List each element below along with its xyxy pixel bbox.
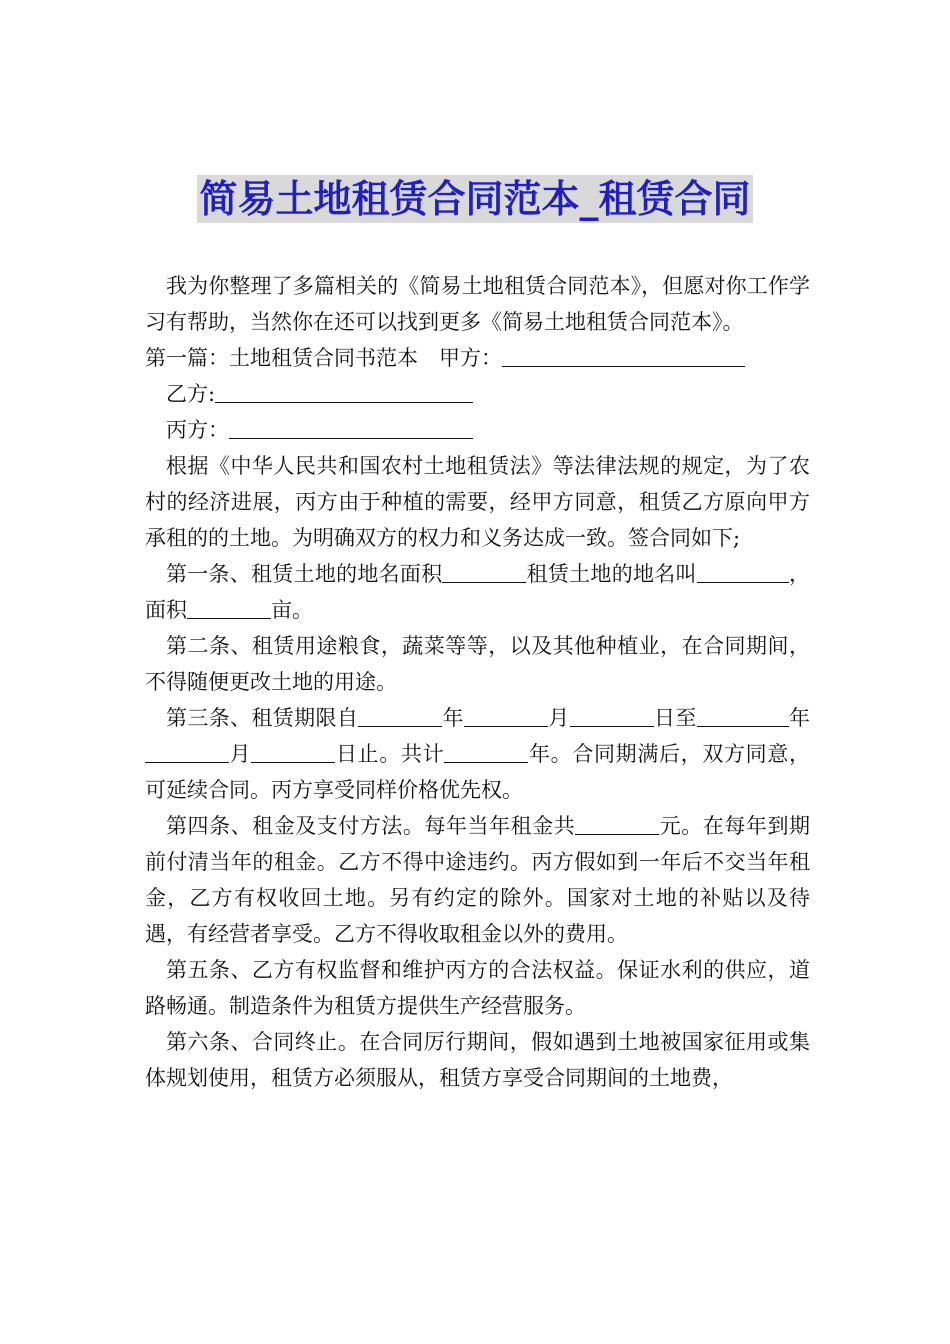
article-6: 第六条、合同终止。在合同厉行期间，假如遇到土地被国家征用或集体规划使用，租赁方必须服从，租赁方享受合同期间的土地费，	[145, 1030, 810, 1090]
blank	[358, 704, 442, 727]
article-3-day-to: 日至	[653, 706, 697, 730]
document-title: 简易土地租赁合同范本_租赁合同	[199, 177, 751, 221]
blank	[444, 740, 528, 763]
article-1-text-c: ，面积	[145, 562, 811, 622]
article-1-text-b: 租赁土地的地名叫	[526, 562, 697, 586]
preamble-paragraph: 根据《中华人民共和国农村土地租赁法》等法律法规的规定，为了农村的经济进展，丙方由于种植的需要，经甲方同意，租赁乙方原向甲方承租的的土地。为明确双方的权力和义务达成一致。签合同如下;	[145, 454, 810, 550]
blank	[464, 704, 548, 727]
article-3-month: 月	[547, 706, 570, 730]
article-4-text-b: 元。在每年到期前付清当年的租金。乙方不得中途违约。丙方假如到一年后不交当年租金，乙方有权收回土地。另有约定的除外。国家对土地的补贴以及待遇，有经营者享受。乙方不得收取租金以外的费用。	[145, 814, 811, 946]
blank	[251, 740, 335, 763]
article-1	[145, 556, 810, 628]
chapter1-label: 第一篇：土地租赁合同书范本	[145, 346, 418, 370]
article-3-text-a: 第三条、租赁期限自	[166, 706, 359, 730]
blank	[575, 812, 659, 835]
intro-paragraph: 我为你整理了多篇相关的《简易土地租赁合同范本》，但愿对你工作学习有帮助，当然你在还可以找到更多《简易土地租赁合同范本》。	[145, 274, 810, 334]
party-a-label: 甲方：	[439, 346, 502, 370]
party-c-line	[145, 412, 810, 448]
blank	[697, 560, 789, 583]
article-4	[145, 808, 810, 952]
blank	[442, 560, 526, 583]
article-4-text-a: 第四条、租金及支付方法。每年当年租金共	[166, 814, 576, 838]
document-body	[145, 268, 810, 1096]
party-c-label: 丙方：	[166, 418, 229, 442]
article-3-year: 年	[442, 706, 464, 730]
article-5: 第五条、乙方有权监督和维护丙方的合法权益。保证水利的供应，道路畅通。制造条件为租赁方提供生产经营服务。	[145, 958, 810, 1018]
article-3-tail: 年。合同期满后，双方同意，可延续合同。丙方享受同样价格优先权。	[145, 742, 811, 802]
blank	[697, 704, 789, 727]
party-b-label: 乙方:	[166, 382, 216, 406]
chapter1-line	[145, 340, 810, 376]
article-2: 第二条、租赁用途粮食，蔬菜等等，以及其他种植业，在合同期间，不得随便更改土地的用途。	[145, 634, 810, 694]
party-b-line	[145, 376, 810, 412]
blank	[570, 704, 654, 727]
article-3-month-2: 月	[229, 742, 252, 766]
article-3-day-end: 日止。共计	[335, 742, 445, 766]
article-3-year-2: 年	[788, 706, 811, 730]
blank	[187, 596, 271, 619]
title-container	[0, 175, 950, 223]
party-c-blank	[229, 416, 473, 439]
article-1-text-d: 亩。	[271, 598, 313, 622]
party-b-blank	[215, 380, 473, 403]
article-3	[145, 700, 810, 808]
blank	[145, 740, 229, 763]
article-1-text-a: 第一条、租赁土地的地名面积	[166, 562, 443, 586]
party-a-blank	[502, 344, 745, 367]
